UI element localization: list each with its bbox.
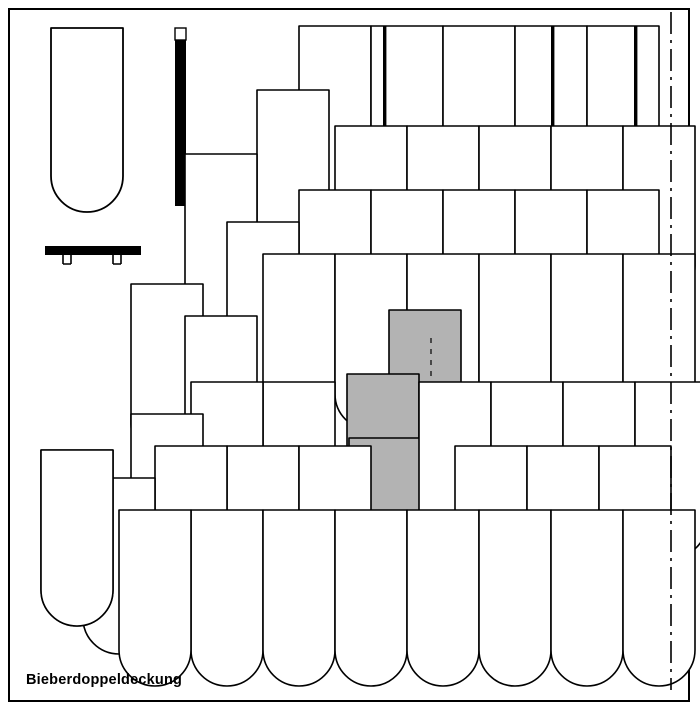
legend-batten: [45, 246, 141, 264]
tile-edge-left: [41, 450, 113, 626]
figure-caption: Bieberdoppeldeckung: [26, 672, 183, 688]
legend-single-tile: [51, 28, 123, 212]
